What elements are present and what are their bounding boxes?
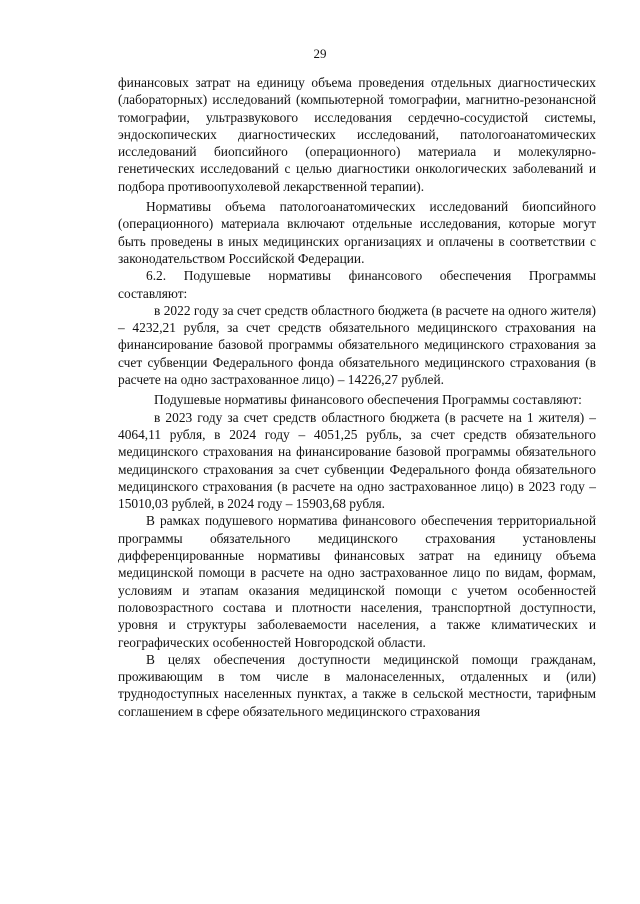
paragraph-differentiated-norms: В рамках подушевого норматива финансового обеспечения территориальной программы обязательного медицинского страхования установлены дифференцированные нормативы финансовых затрат на единицу объема медицинской помощи в расчете на одно застрахованное лицо по видам, формам, условиям и этапам оказания медицинской помощи с учетом особенностей половозрастного состава и плотности населения, транспортной доступности, уровня и структуры заболеваемости населения, а также климатических и географических особенностей Новгородской области.: [118, 513, 596, 650]
paragraph-pathology-norms: Нормативы объема патологоанатомических исследований биопсийного (операционного) материала включают отдельные исследования, которые могут быть проведены в иных медицинских организациях и оплачены в соответствии с законодательством Российской Федерации.: [118, 199, 596, 266]
paragraph-section-6-2: 6.2. Подушевые нормативы финансового обеспечения Программы составляют:: [118, 268, 596, 301]
paragraph-2023-2024-norms: в 2023 году за счет средств областного бюджета (в расчете на 1 жителя) – 4064,11 рубля, в 2024 году – 4051,25 рубль, за счет средств обязательного медицинского страхования на финансирование базовой программы обязательного медицинского страхования за счет субвенции Федерального фонда обязательного медицинского страхования (в расчете на одно застрахованное лицо) в 2023 году – 15010,03 рублей, в 2024 году – 15903,68 рубля.: [118, 409, 596, 512]
paragraph-diagnostic-costs: финансовых затрат на единицу объема проведения отдельных диагностических (лабораторных) исследований (компьютерной томографии, магнитно-резонансной томографии, ультразвукового исследования сердечно-сосудистой системы, эндоскопических диагностических исследований, патологоанатомических исследований биопсийного (операционного) материала и молекулярно-генетических исследований с целью диагностики онкологических заболеваний и подбора противоопухолевой лекарственной терапии).: [118, 75, 596, 194]
paragraph-2022-norms: в 2022 году за счет средств областного бюджета (в расчете на одного жителя) – 4232,21 рубля, за счет средств обязательного медицинского страхования на финансирование базовой программы обязательного медицинского страхования за счет субвенции Федерального фонда обязательного медицинского страхования (в расчете на одно застрахованное лицо) – 14226,27 рублей.: [118, 302, 596, 388]
paragraph-per-capita-heading: Подушевые нормативы финансового обеспечения Программы составляют:: [154, 392, 582, 408]
paragraph-accessibility: В целях обеспечения доступности медицинской помощи гражданам, проживающим в том числе в малонаселенных, отдаленных и (или) труднодоступных населенных пунктах, а также в сельской местности, тарифным соглашением в сфере обязательного медицинского страхования: [118, 651, 596, 719]
page-number: 29: [313, 46, 327, 61]
body-text: [118, 74, 596, 720]
